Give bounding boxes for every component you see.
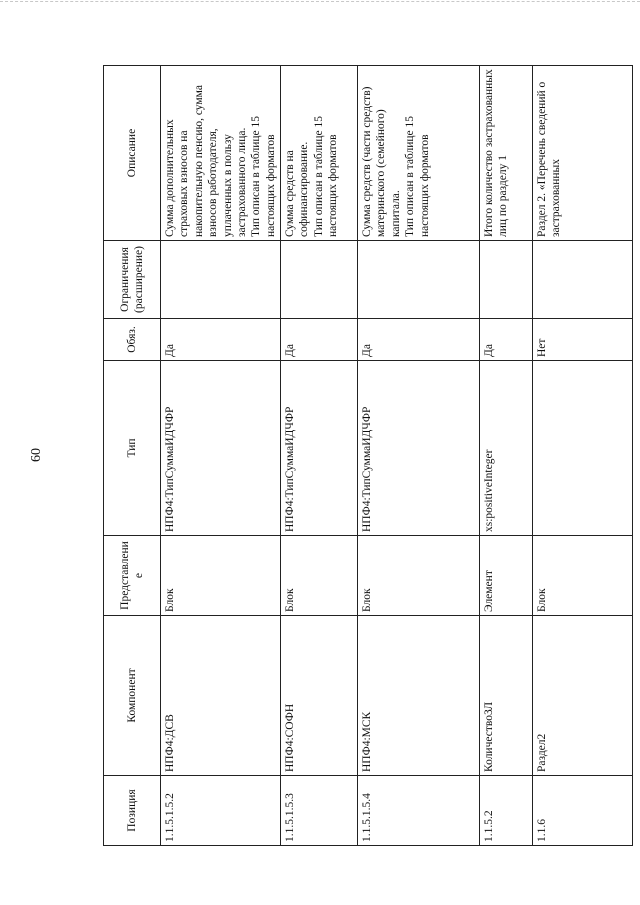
description-text: Сумма дополнительных страховых взносов на накопительную пенсию, сумма взносов работодателя, уплаченных в пользу застрахованного лица. [164,85,248,237]
cell-type: НПФ4:ТипСуммаИДЧФР [358,361,480,536]
cell-description [281,66,358,241]
cell-type: НПФ4:ТипСуммаИДЧФР [161,361,281,536]
cell-position: 1.1.6 [533,776,633,846]
cell-position: 1.1.5.1.5.3 [281,776,358,846]
cell-description [358,66,480,241]
header-required: Обяз. [104,319,161,361]
cell-position: 1.1.5.1.5.2 [161,776,281,846]
page-number: 60 [29,448,44,462]
cell-type [533,361,633,536]
table-row [358,66,480,846]
cell-restrictions [161,241,281,319]
cell-representation: Элемент [480,536,533,616]
cell-description [480,66,533,241]
cell-representation: Блок [161,536,281,616]
header-component: Компонент [104,616,161,776]
cell-component: Раздел2 [533,616,633,776]
description-note: Тип описан в таблице 15 настоящих форматов [250,115,277,237]
page-top-border [0,1,640,2]
table-header-row [104,66,161,846]
cell-component: КоличествоЗЛ [480,616,533,776]
cell-component: НПФ4:ДСВ [161,616,281,776]
cell-description [533,66,633,241]
table-row [281,66,358,846]
header-type: Тип [104,361,161,536]
cell-required: Да [161,319,281,361]
cell-required: Да [281,319,358,361]
cell-restrictions [480,241,533,319]
rotated-table-container [103,66,603,846]
header-representation: Представление [104,536,161,616]
description-note: Тип описан в таблице 15 настоящих форматов [312,115,340,237]
cell-required: Да [358,319,480,361]
cell-representation: Блок [358,536,480,616]
cell-restrictions [358,241,480,319]
cell-representation: Блок [281,536,358,616]
header-restrictions: Ограничения (расширение) [104,241,161,319]
table-row [161,66,281,846]
cell-component: НПФ4:СОФН [281,616,358,776]
cell-representation: Блок [533,536,633,616]
table-row [533,66,633,846]
description-text: Сумма средств (части средств) материнского (семейного) капитала. [361,86,402,237]
cell-required: Нет [533,319,633,361]
description-text: Сумма средств на софинансирование. [284,141,311,237]
table-row [480,66,533,846]
spec-table [103,65,633,846]
cell-component: НПФ4:МСК [358,616,480,776]
cell-position: 1.1.5.2 [480,776,533,846]
cell-restrictions [533,241,633,319]
cell-restrictions [281,241,358,319]
cell-description [161,66,281,241]
cell-type: НПФ4:ТипСуммаИДЧФР [281,361,358,536]
header-description: Описание [104,66,161,241]
cell-type: xs:positiveInteger [480,361,533,536]
description-text: Итого количество застрахованных лиц по разделу 1 [483,69,510,237]
description-text: Раздел 2. «Перечень сведений о застрахованных [536,81,563,237]
description-note: Тип описан в таблице 15 настоящих форматов [404,115,431,237]
header-position: Позиция [104,776,161,846]
cell-required: Да [480,319,533,361]
cell-position: 1.1.5.1.5.4 [358,776,480,846]
